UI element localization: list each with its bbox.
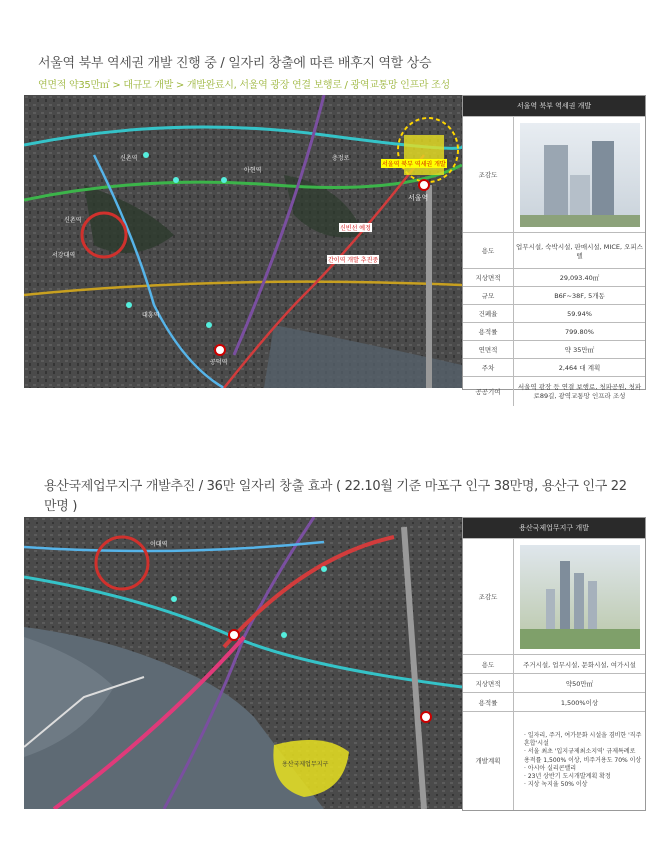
row-key: 주차: [463, 359, 514, 377]
map-label-ewha: 이대역: [150, 541, 168, 548]
map-label-seogang: 서강대역: [52, 252, 76, 259]
section1-title: 서울역 북부 역세권 개발 진행 중 / 일자리 창출에 따른 배후지 역할 상승: [38, 56, 432, 71]
list-item: · 서울 최초 '입지규제최소지역' 규제특례로 용적률 1,500% 이상, 비주거용도 70% 이상: [524, 748, 643, 764]
map-label-chungjeongno: 충정로: [332, 155, 350, 162]
panel-header: 서울역 북부 역세권 개발: [463, 96, 645, 116]
map-graphic: [24, 95, 462, 388]
row-value: 주거시설, 업무시설, 문화시설, 여가시설: [514, 655, 646, 674]
row-value: 약 35만㎡: [514, 341, 646, 359]
map-label-daeheung: 대흥역: [142, 312, 160, 319]
panel-header: 용산국제업무지구 개발: [463, 518, 645, 538]
row-key: 조감도: [463, 539, 514, 655]
list-item: · 23년 상반기 도시개발계획 확정: [524, 773, 643, 781]
row-key: 규모: [463, 287, 514, 305]
row-key: 조감도: [463, 117, 514, 233]
list-item: · 지상 녹지율 50% 이상: [524, 781, 643, 789]
map-label-site: 용산국제업무지구: [282, 761, 329, 768]
list-item: · 아시아 실리콘밸리: [524, 765, 643, 773]
map-label-site: 간이역 개발 추진중: [328, 257, 379, 264]
row-key: 연면적: [463, 341, 514, 359]
row-key: 용도: [463, 233, 514, 269]
row-value: 약50만㎡: [514, 674, 646, 693]
panel-yongsan: [462, 517, 646, 811]
rendering-image: [520, 545, 640, 649]
section2-title: 용산국제업무지구 개발추진 / 36만 일자리 창출 효과 ( 22.10월 기준 마포구 인구 38만명, 용산구 인구 22만명 ): [44, 479, 627, 514]
panel-seoul-station: [462, 95, 646, 401]
row-key: 개발계획: [463, 712, 514, 810]
row-key: 건폐율: [463, 305, 514, 323]
map-label-ahyeon: 아현역: [244, 167, 262, 174]
row-value: 2,464 대 계획: [514, 359, 646, 377]
row-key: 지상면적: [463, 269, 514, 287]
row-value: 서울역 광장 등 연결 보행로, 청파공원, 청파로89길, 광역교통망 인프라 조성: [514, 377, 646, 406]
row-value: B6F~38F, 5개동: [514, 287, 646, 305]
map-label-project: 서울역 북부 역세권 개발: [382, 161, 446, 168]
row-value: 업무시설, 숙박시설, 판매시설, MICE, 오피스텔: [514, 233, 646, 269]
list-item: · 일자리, 주거, 여가문화 시설을 겸비한 '직주혼합'시설: [524, 732, 643, 748]
map-label-sinbin: 신빈선 예정: [340, 225, 371, 232]
map-yongsan: [24, 517, 462, 809]
row-key: 용적률: [463, 323, 514, 341]
row-key: 용도: [463, 655, 514, 674]
row-key: 공공기여: [463, 377, 514, 406]
info-table: [463, 538, 645, 810]
section1-subtitle: 연면적 약35만㎡ > 대규모 개발 > 개발완료시, 서울역 광장 연결 보행로 / 광역교통망 인프라 조성: [38, 80, 450, 91]
row-key: 지상면적: [463, 674, 514, 693]
row-value: 799.80%: [514, 323, 646, 341]
plan-list: [516, 732, 643, 789]
info-table: [463, 116, 645, 406]
rendering-image: [520, 123, 640, 227]
map-label-sinchon: 신촌역: [120, 155, 138, 162]
map-graphic: [24, 517, 462, 809]
row-value: 29,093.40㎡: [514, 269, 646, 287]
map-label-seoul-station: 서울역: [408, 194, 429, 202]
row-value: 59.94%: [514, 305, 646, 323]
map-label-gongdeok: 공덕역: [210, 359, 228, 366]
row-key: 용적률: [463, 693, 514, 712]
map-label-sinchon-circle: 신촌역: [64, 217, 82, 224]
map-seoul-station: [24, 95, 462, 388]
row-value: 1,500%이상: [514, 693, 646, 712]
